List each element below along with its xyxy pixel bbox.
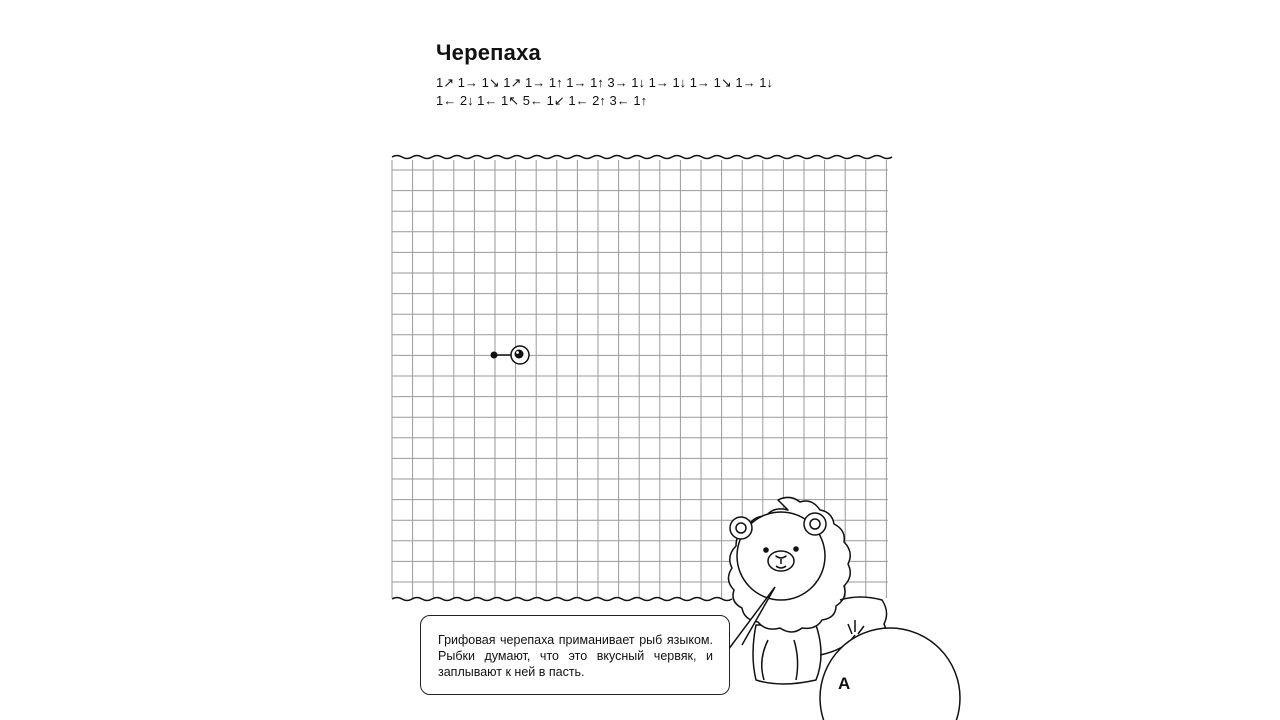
instructions-line-1: 1↗ 1→ 1↘ 1↗ 1→ 1↑ 1→ 1↑ 3→ 1↓ 1→ 1↓ 1→ 1↘ 1→ 1↓ <box>436 75 773 90</box>
fact-text: Грифовая черепаха приманивает рыб языком. Рыбки думают, что это вкусный червяк, и заплывают к ней в пасть. <box>438 633 713 679</box>
wavy-top-edge <box>392 156 892 159</box>
filled-dot-icon <box>491 352 498 359</box>
instructions-line-2: 1← 2↓ 1← 1↖ 5← 1↙ 1← 2↑ 3← 1↑ <box>436 93 648 108</box>
page-letter: А <box>838 674 851 693</box>
wavy-bottom-edge <box>392 598 732 601</box>
eye-icon <box>511 346 529 364</box>
page-title: Черепаха <box>436 40 541 65</box>
